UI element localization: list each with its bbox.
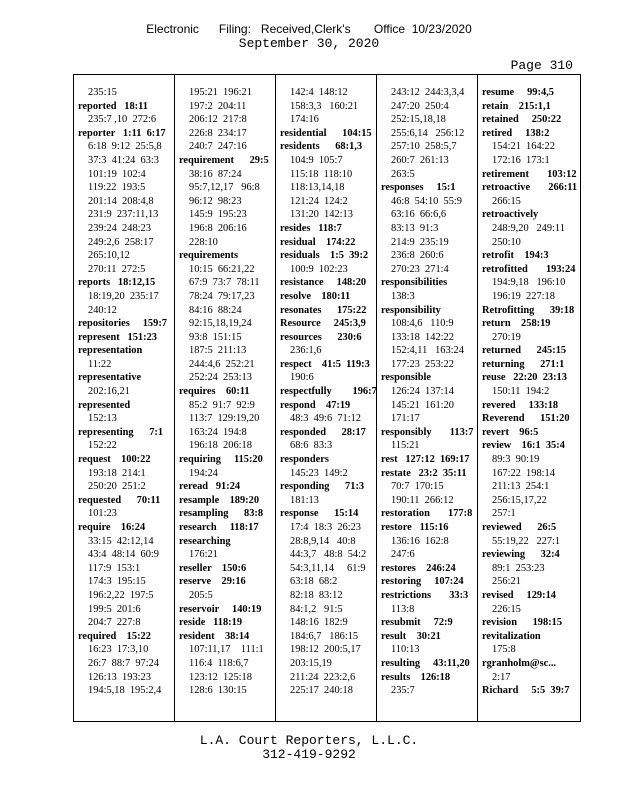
- index-reference: 196:19 227:18: [492, 290, 555, 302]
- index-reference: 108:4,6 110:9: [391, 318, 454, 330]
- index-term: revised 129:14: [482, 589, 556, 601]
- index-reference: 28:8,9,14 40:8: [290, 535, 356, 547]
- index-reference: 152:4,11 163:24: [391, 345, 464, 357]
- index-term: reuse 22:20 23:13: [482, 372, 567, 384]
- index-reference: 119:22 193:5: [88, 182, 146, 194]
- index-term: Reverend 151:20: [482, 413, 570, 425]
- index-reference: 118:13,14,18: [290, 182, 345, 194]
- index-term: revitalization: [482, 630, 541, 642]
- index-term: requires 60:11: [179, 386, 250, 398]
- index-reference: 123:12 125:18: [189, 671, 252, 683]
- index-reference: 190:11 266:12: [391, 494, 454, 506]
- index-reference: 205:5: [189, 589, 213, 601]
- index-reference: 110:13: [391, 644, 420, 656]
- index-reference: 175:8: [492, 644, 516, 656]
- index-column-2: [179, 86, 277, 698]
- index-term: returned 245:15: [482, 345, 567, 357]
- index-term: revision 198:15: [482, 617, 563, 629]
- index-term: requiring 115:20: [179, 454, 263, 466]
- index-reference: 117:9 153:1: [88, 562, 141, 574]
- index-term: resonates 175:22: [280, 304, 367, 316]
- index-reference: 55:19,22 227:1: [492, 535, 561, 547]
- index-reference: 126:13 193:23: [88, 671, 151, 683]
- index-reference: 193:18 214:1: [88, 467, 146, 479]
- index-reference: 270:11 272:5: [88, 263, 146, 275]
- index-term: researching: [179, 535, 231, 547]
- index-reference: 93:8 151:15: [189, 331, 242, 343]
- index-reference: 266:15: [492, 195, 521, 207]
- index-reference: 43:4 48:14 60:9: [88, 549, 160, 561]
- index-reference: 270:23 271:4: [391, 263, 449, 275]
- index-reference: 211:13 254:1: [492, 481, 550, 493]
- index-reference: 256:15,17,22: [492, 494, 547, 506]
- index-term: requested 70:11: [78, 494, 161, 506]
- index-reference: 195:21 196:21: [189, 87, 252, 98]
- index-reference: 243:12 244:3,3,4: [391, 87, 465, 98]
- index-reference: 260:7 261:13: [391, 154, 449, 166]
- index-reference: 263:5: [391, 168, 415, 180]
- index-term: revered 133:18: [482, 399, 559, 411]
- index-reference: 214:9 235:19: [391, 236, 449, 248]
- index-column-1: [78, 86, 176, 698]
- index-reference: 154:21 164:22: [492, 141, 555, 153]
- index-term: Retrofitting 39:18: [482, 304, 575, 316]
- index-reference: 101:19 102:4: [88, 168, 146, 180]
- index-reference: 240:7 247:16: [189, 141, 247, 153]
- index-term: resident 38:14: [179, 630, 250, 642]
- index-reference: 184:6,7 186:15: [290, 630, 359, 642]
- index-reference: 248:9,20 249:11: [492, 222, 565, 234]
- index-term: reread 91:24: [179, 481, 241, 493]
- index-term: rgranholm@sc...: [482, 657, 557, 669]
- index-reference: 89:1 253:23: [492, 562, 545, 574]
- index-term: retain 215:1,1: [482, 100, 551, 112]
- index-reference: 136:16 162:8: [391, 535, 449, 547]
- index-reference: 190:6: [290, 372, 314, 384]
- index-term: reported 18:11: [78, 100, 148, 112]
- index-reference: 247:20 250:4: [391, 100, 449, 112]
- index-term: requirements: [179, 250, 239, 262]
- index-reference: 101:23: [88, 508, 117, 520]
- index-term: research 118:17: [179, 522, 259, 533]
- index-reference: 84:16 88:24: [189, 304, 242, 316]
- page-number: Page 310: [510, 58, 573, 73]
- index-reference: 63:18 68:2: [290, 576, 338, 588]
- index-term: retrofitted 193:24: [482, 263, 576, 275]
- index-term: required 15:22: [78, 630, 151, 642]
- index-reference: 236:8 260:6: [391, 250, 444, 262]
- index-reference: 252:15,18,18: [391, 114, 446, 126]
- index-term: responsibilities: [381, 277, 448, 289]
- index-reference: 174:3 195:15: [88, 576, 146, 588]
- index-term: resume 99:4,5: [482, 87, 554, 98]
- filing-date: September 30, 2020: [238, 36, 380, 51]
- index-reference: 250:20 251:2: [88, 481, 146, 493]
- index-reference: 172:16 173:1: [492, 154, 550, 166]
- index-term: responding 71:3: [280, 481, 365, 493]
- index-reference: 113:7 129:19,20: [189, 413, 260, 425]
- index-reference: 145:9 195:23: [189, 209, 247, 221]
- index-reference: 128:6 130:15: [189, 685, 247, 697]
- index-reference: 196:8 206:16: [189, 222, 247, 234]
- index-reference: 2:17: [492, 671, 511, 683]
- index-reference: 17:4 18:3 26:23: [290, 522, 362, 533]
- index-term: retained 250:22: [482, 114, 562, 126]
- index-reference: 244:4,6 252:21: [189, 358, 255, 370]
- index-term: retired 138:2: [482, 127, 550, 139]
- index-term: restoring 107:24: [381, 576, 464, 588]
- index-term: retrofit 194:3: [482, 250, 549, 262]
- index-reference: 46:8 54:10 55:9: [391, 195, 463, 207]
- index-reference: 6:18 9:12 25:5,8: [88, 141, 162, 153]
- index-reference: 163:24 194:8: [189, 426, 247, 438]
- index-term: responsibility: [381, 304, 441, 316]
- index-term: representative: [78, 372, 142, 384]
- index-term: rest 127:12 169:17: [381, 454, 470, 466]
- index-term: requirement 29:5: [179, 154, 269, 166]
- index-reference: 158:3,3 160:21: [290, 100, 359, 112]
- index-reference: 211:24 223:2,6: [290, 671, 356, 683]
- index-reference: 257:10 258:5,7: [391, 141, 457, 153]
- index-reference: 187:5 211:13: [189, 345, 247, 357]
- index-reference: 199:5 201:6: [88, 603, 141, 615]
- index-reference: 68:6 83:3: [290, 440, 333, 452]
- index-reference: 196:18 206:18: [189, 440, 252, 452]
- index-reference: 131:20 142:13: [290, 209, 353, 221]
- index-reference: 54:3,11,14 61:9: [290, 562, 366, 574]
- index-term: represent 151:23: [78, 331, 157, 343]
- index-term: retirement 103:12: [482, 168, 577, 180]
- index-reference: 226:8 234:17: [189, 127, 247, 139]
- index-term: responsibly 113:7: [381, 426, 474, 438]
- index-reference: 133:18 142:22: [391, 331, 454, 343]
- index-reference: 265:10,12: [88, 250, 130, 262]
- index-term: Resource 245:3,9: [280, 318, 366, 330]
- index-reference: 115:18 118:10: [290, 168, 353, 180]
- reporter-name: L.A. Court Reporters, L.L.C.: [199, 733, 419, 748]
- index-reference: 236:1,6: [290, 345, 322, 357]
- index-term: restrictions 33:3: [381, 589, 469, 601]
- index-reference: 70:7 170:15: [391, 481, 444, 493]
- index-term: returning 271:1: [482, 358, 565, 370]
- index-reference: 231:9 237:11,13: [88, 209, 159, 221]
- index-reference: 82:18 83:12: [290, 589, 343, 601]
- index-term: responded 28:17: [280, 426, 366, 438]
- index-term: reside 118:19: [179, 617, 243, 629]
- index-term: residents 68:1,3: [280, 141, 363, 153]
- index-reference: 121:24 124:2: [290, 195, 348, 207]
- index-reference: 16:23 17:3,10: [88, 644, 149, 656]
- index-reference: 250:10: [492, 236, 521, 248]
- index-reference: 152:22: [88, 440, 117, 452]
- index-term: respectfully 196:7: [280, 386, 377, 398]
- index-reference: 145:23 149:2: [290, 467, 348, 479]
- index-reference: 228:10: [189, 236, 218, 248]
- index-term: residential 104:15: [280, 127, 372, 139]
- index-reference: 177:23 253:22: [391, 358, 454, 370]
- index-term: resulting 43:11,20: [381, 657, 470, 669]
- index-column-3: [280, 86, 378, 698]
- index-reference: 150:11 194:2: [492, 386, 550, 398]
- index-reference: 83:13 91:3: [391, 222, 439, 234]
- index-reference: 89:3 90:19: [492, 454, 540, 466]
- reporter-phone: 312-419-9292: [262, 747, 356, 762]
- index-term: reviewed 26:5: [482, 522, 557, 533]
- index-reference: 100:9 102:23: [290, 263, 348, 275]
- index-reference: 38:16 87:24: [189, 168, 242, 180]
- index-reference: 44:3,7 48:8 54:2: [290, 549, 367, 561]
- index-reference: 33:15 42:12,14: [88, 535, 154, 547]
- index-term: restoration 177:8: [381, 508, 473, 520]
- index-reference: 113:8: [391, 603, 415, 615]
- index-term: respect 41:5 119:3: [280, 358, 370, 370]
- index-reference: 37:3 41:24 63:3: [88, 154, 160, 166]
- index-term: resolve 180:11: [280, 290, 351, 302]
- index-reference: 78:24 79:17,23: [189, 290, 255, 302]
- index-reference: 18:19,20 235:17: [88, 290, 159, 302]
- index-term: resides 118:7: [280, 222, 342, 234]
- index-reference: 194:9,18 196:10: [492, 277, 566, 289]
- index-term: residual 174:22: [280, 236, 356, 248]
- index-term: reservoir 140:19: [179, 603, 262, 615]
- index-reference: 115:21: [391, 440, 420, 452]
- index-reference: 197:2 204:11: [189, 100, 247, 112]
- index-reference: 239:24 248:23: [88, 222, 151, 234]
- index-reference: 107:11,17 111:1: [189, 644, 264, 656]
- index-term: restate 23:2 35:11: [381, 467, 467, 479]
- index-reference: 204:7 227:8: [88, 617, 141, 629]
- index-reference: 198:12 200:5,17: [290, 644, 361, 656]
- index-reference: 104:9 105:7: [290, 154, 343, 166]
- index-term: resampling 83:8: [179, 508, 264, 520]
- index-reference: 270:19: [492, 331, 521, 343]
- index-reference: 247:6: [391, 549, 415, 561]
- filing-stamp: Electronic Filing: Received,Clerk's Office 10/23/2020: [146, 22, 472, 36]
- index-term: restore 115:16: [381, 522, 449, 533]
- index-reference: 152:13: [88, 413, 117, 425]
- index-reference: 194:5,18 195:2,4: [88, 685, 162, 697]
- index-reference: 196:2,22 197:5: [88, 589, 154, 601]
- index-reference: 240:12: [88, 304, 117, 316]
- index-term: reports 18:12,15: [78, 277, 156, 289]
- index-reference: 206:12 217:8: [189, 114, 247, 126]
- index-term: response 15:14: [280, 508, 359, 520]
- index-reference: 84:1,2 91:5: [290, 603, 343, 615]
- index-reference: 138:3: [391, 290, 415, 302]
- index-reference: 235:15: [88, 87, 117, 98]
- index-term: request 100:22: [78, 454, 151, 466]
- index-reference: 167:22 198:14: [492, 467, 555, 479]
- index-reference: 67:9 73:7 78:11: [189, 277, 260, 289]
- index-reference: 95:7,12,17 96:8: [189, 182, 260, 194]
- index-term: review 16:1 35:4: [482, 440, 565, 452]
- index-reference: 92:15,18,19,24: [189, 318, 252, 330]
- index-term: return 258:19: [482, 318, 551, 330]
- index-term: reviewing 32:4: [482, 549, 560, 561]
- index-reference: 48:3 49:6 71:12: [290, 413, 362, 425]
- index-term: resample 189:20: [179, 494, 260, 506]
- index-term: repositories 159:7: [78, 318, 167, 330]
- index-term: retroactively: [482, 209, 539, 221]
- index-reference: 26:7 88:7 97:24: [88, 657, 160, 669]
- index-reference: 255:6,14 256:12: [391, 127, 465, 139]
- index-reference: 226:15: [492, 603, 521, 615]
- index-term: representation: [78, 345, 143, 357]
- index-reference: 225:17 240:18: [290, 685, 353, 697]
- index-reference: 181:13: [290, 494, 319, 506]
- index-reference: 142:4 148:12: [290, 87, 348, 98]
- index-term: resistance 148:20: [280, 277, 367, 289]
- index-column-5: [482, 86, 580, 698]
- index-reference: 148:16 182:9: [290, 617, 348, 629]
- index-reference: 116:4 118:6,7: [189, 657, 249, 669]
- index-term: resubmit 72:9: [381, 617, 453, 629]
- index-term: reporter 1:11 6:17: [78, 127, 166, 139]
- index-reference: 202:16,21: [88, 386, 130, 398]
- index-term: resources 230:6: [280, 331, 362, 343]
- index-reference: 96:12 98:23: [189, 195, 242, 207]
- index-reference: 256:21: [492, 576, 521, 588]
- index-reference: 126:24 137:14: [391, 386, 454, 398]
- index-column-4: [381, 86, 479, 698]
- index-term: results 126:18: [381, 671, 451, 683]
- index-term: revert 96:5: [482, 426, 539, 438]
- index-reference: 174:16: [290, 114, 319, 126]
- index-reference: 171:17: [391, 413, 420, 425]
- index-reference: 194:24: [189, 467, 218, 479]
- index-reference: 145:21 161:20: [391, 399, 454, 411]
- index-term: require 16:24: [78, 522, 146, 533]
- index-reference: 176:21: [189, 549, 218, 561]
- index-term: respond 47:19: [280, 399, 351, 411]
- index-term: responders: [280, 454, 329, 466]
- index-reference: 11:22: [88, 358, 112, 370]
- index-term: responses 15:1: [381, 182, 456, 194]
- index-reference: 201:14 208:4,8: [88, 195, 154, 207]
- index-reference: 249:2,6 258:17: [88, 236, 154, 248]
- index-reference: 203:15,19: [290, 657, 332, 669]
- index-term: Richard 5:5 39:7: [482, 685, 570, 697]
- index-term: retroactive 266:11: [482, 182, 578, 194]
- index-term: representing 7:1: [78, 426, 164, 438]
- index-term: responsible: [381, 372, 432, 384]
- index-reference: 252:24 253:13: [189, 372, 252, 384]
- index-reference: 10:15 66:21,22: [189, 263, 255, 275]
- index-term: represented: [78, 399, 131, 411]
- index-reference: 257:1: [492, 508, 516, 520]
- index-reference: 235:7 ,10 272:6: [88, 114, 157, 126]
- index-reference: 235:7: [391, 685, 415, 697]
- index-term: reseller 150:6: [179, 562, 247, 574]
- index-reference: 85:2 91:7 92:9: [189, 399, 255, 411]
- index-reference: 63:16 66:6,6: [391, 209, 447, 221]
- index-term: restores 246:24: [381, 562, 456, 574]
- index-term: reserve 29:16: [179, 576, 246, 588]
- index-term: result 30:21: [381, 630, 441, 642]
- index-term: residuals 1:5 39:2: [280, 250, 369, 262]
